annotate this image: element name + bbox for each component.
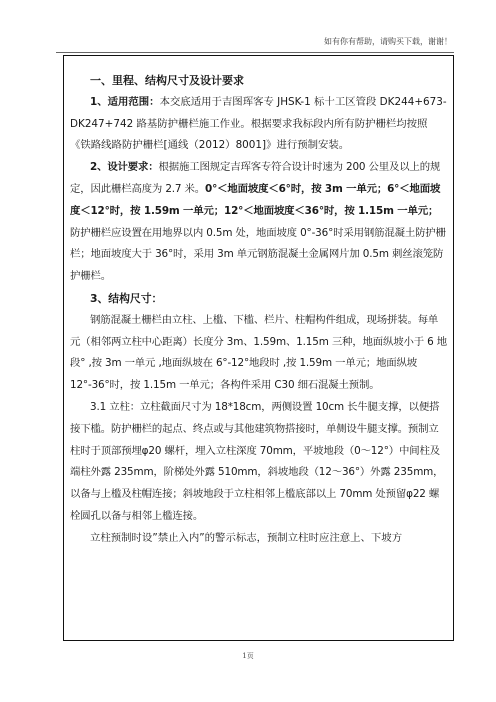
document-body (70, 70, 447, 550)
design-label: 2、设计要求： (90, 161, 159, 174)
paragraph-column: 3.1 立柱：立柱截面尺寸为 18*18cm，两侧设置 10cm 长牛腿支撑，以便搭接下槛。防护栅栏的起点、终点或与其他建筑物搭接时，单侧设牛腿支撑。预制立柱时于顶部预埋φ20 螺杆，埋入立柱深度 70mm，平坡地段（0～12°）中间柱及端柱外露 235mm，阶梯处外露 510mm，斜坡地段（12～36°）外露 235mm，以备与上槛及柱帽连接；斜坡地段于立柱相邻上槛底部以上 70mm 处预留φ22 螺栓圆孔以备与相邻上槛连接。 (70, 400, 444, 522)
header-note: 如有你有帮助，请购买下载，谢谢！ (324, 37, 452, 46)
design-text-b: 防护栅栏应设置在用地界以内 0.5m 处，地面坡度 0°-36°时采用钢筋混凝土防护栅栏；地面坡度大于 36°时，采用 3m 单元钢筋混凝土金属网片加 0.5m 刺丝滚笼防护栅栏。 (70, 226, 446, 283)
paragraph-design (70, 157, 447, 288)
design-slope-rules: 0°＜地面坡度＜6°时，按 3m 一单元；6°＜地面坡度＜12°时，按 1.59m 一单元；12°＜地面坡度＜36°时，按 1.15m 一单元； (70, 182, 441, 217)
design-text-a: 根据施工图规定吉珲客专符合设计时速为 200 公里及以上的规定，因此栅栏高度为 2.7 米。 (70, 161, 441, 195)
header-divider (56, 52, 454, 53)
scope-label: 1、适用范围： (90, 95, 160, 108)
paragraph-scope (70, 92, 447, 157)
paragraph-structure: 钢筋混凝土栅栏由立柱、上槛、下槛、栏片、柱帽构件组成，现场拼装。每单元（相邻两立柱中心距离）长度分 3m、1.59m、1.15m 三种，地面纵坡小于 6 地段° ,按 3m 一单元 ,地面纵坡在 6°-12°地段时 ,按 1.59m 一单元；地面纵坡 12°-36°时，按 1.15m 一单元；各构件采用 C30 细石混凝土预制。 (70, 313, 448, 392)
section-title: 一、里程、结构尺寸及设计要求 (90, 74, 244, 87)
structure-label: 3、结构尺寸： (90, 291, 163, 305)
paragraph-warning: 立柱预制时设”禁止入内”的警示标志，预制立柱时应注意上、下坡方 (90, 531, 403, 544)
scope-text: 本交底适用于吉图珲客专 JHSK-1 标十工区管段 DK244+673- DK247+742 路基防护栅栏施工作业。根据要求我标段内所有防护栅栏均按照《铁路线路防护栅栏[通线（2012）8001]》进行预制安装。 (70, 95, 447, 152)
page-number: 1页 (242, 652, 254, 660)
